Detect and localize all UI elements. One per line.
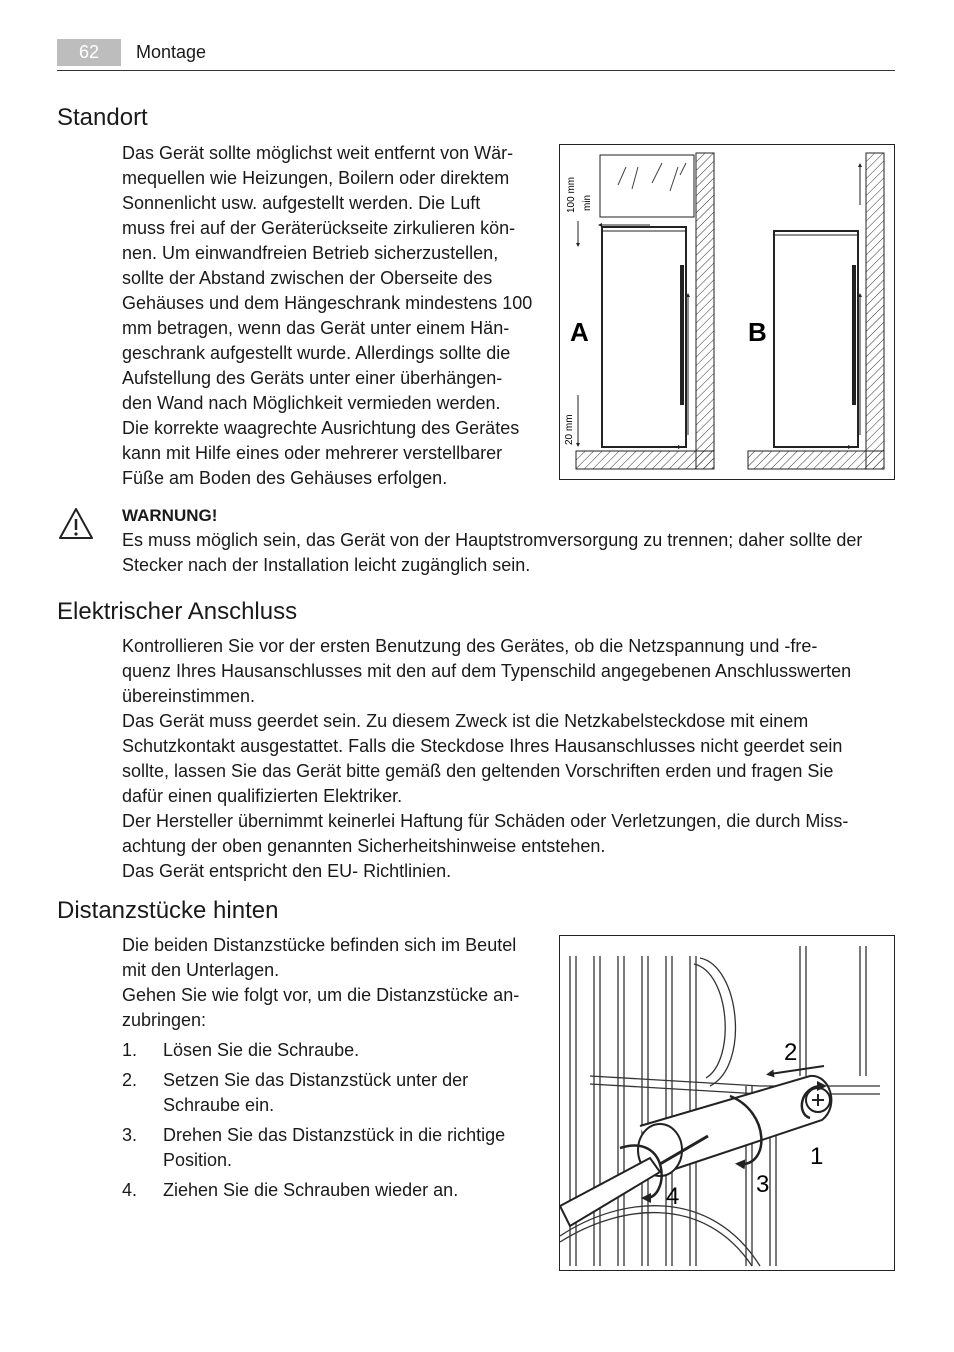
fridge xyxy=(774,231,858,447)
floor xyxy=(748,451,884,469)
step-number: 1. xyxy=(122,1040,138,1060)
step-number: 4. xyxy=(122,1180,138,1200)
text-line: Gehäuses und dem Hängeschrank mindestens 100 xyxy=(122,293,533,313)
callout-2: 2 xyxy=(784,1039,798,1066)
step-text: Ziehen Sie die Schrauben wieder an. xyxy=(163,1180,459,1200)
text-line: zubringen: xyxy=(122,1010,207,1030)
heading-standort: Standort xyxy=(57,104,148,131)
panel-b xyxy=(748,153,884,469)
callout-1: 1 xyxy=(810,1143,824,1170)
text-line: dafür einen qualifizierten Elektriker. xyxy=(122,786,403,806)
callout-3: 3 xyxy=(756,1171,770,1198)
floor xyxy=(576,451,714,469)
text-line: Die korrekte waagrechte Ausrichtung des Gerätes xyxy=(122,418,520,438)
text-line: sollte, lassen Sie das Gerät bitte gemäß den geltenden Vorschriften erden und fragen Sie xyxy=(122,761,834,781)
distanzstuecke-intro xyxy=(122,933,552,1033)
steps-list xyxy=(122,1038,552,1208)
step-text: Drehen Sie das Distanzstück in die richtige xyxy=(163,1125,506,1145)
text-line: Stecker nach der Installation leicht zugänglich sein. xyxy=(122,555,531,575)
section-title: Montage xyxy=(136,42,207,62)
arrow-2 xyxy=(770,1066,824,1074)
dim-bottom-label: 20 mm xyxy=(564,414,575,445)
list-item xyxy=(122,1038,552,1063)
standort-text xyxy=(122,141,552,491)
text-line: Das Gerät muss geerdet sein. Zu diesem Zweck ist die Netzkabelsteckdose mit einem xyxy=(122,711,809,731)
callout-4: 4 xyxy=(666,1183,680,1210)
header-divider xyxy=(57,70,895,71)
text-line: kann mit Hilfe eines oder mehrerer verstellbarer xyxy=(122,443,503,463)
panel-a xyxy=(576,153,714,469)
text-line: Es muss möglich sein, das Gerät von der Hauptstromversorgung zu trennen; daher sollte der xyxy=(122,530,863,550)
text-line: den Wand nach Möglichkeit vermieden werden. xyxy=(122,393,501,413)
warning-heading: WARNUNG! xyxy=(122,506,218,525)
wall-cabinet xyxy=(600,155,694,217)
text-line: Schutzkontakt ausgestattet. Falls die Steckdose Ihres Hausanschlusses nicht geerdet sein xyxy=(122,736,843,756)
text-line: geschrank aufgestellt wurde. Allerdings sollte die xyxy=(122,343,511,363)
text-line: Das Gerät entspricht den EU- Richtlinien. xyxy=(122,861,452,881)
installation-diagram xyxy=(560,145,894,479)
list-item xyxy=(122,1068,552,1118)
text-line: Die beiden Distanzstücke befinden sich im Beutel xyxy=(122,935,517,955)
label-b: B xyxy=(748,317,767,347)
text-line: Das Gerät sollte möglichst weit entfernt von Wär- xyxy=(122,143,514,163)
text-line: Der Hersteller übernimmt keinerlei Haftung für Schäden oder Verletzungen, die durch Miss- xyxy=(122,811,849,831)
text-line: mequellen wie Heizungen, Boilern oder direktem xyxy=(122,168,510,188)
wall xyxy=(866,153,884,469)
list-item xyxy=(122,1123,552,1173)
step-text: Schraube ein. xyxy=(163,1095,275,1115)
text-line: mm betragen, wenn das Gerät unter einem Hän- xyxy=(122,318,510,338)
step-text: Setzen Sie das Distanzstück unter der xyxy=(163,1070,469,1090)
text-line: sollte der Abstand zwischen der Oberseite des xyxy=(122,268,493,288)
elektrischer-anschluss-text xyxy=(122,634,902,884)
warning-icon xyxy=(57,506,95,542)
installation-figure xyxy=(559,144,895,480)
fridge xyxy=(602,227,686,447)
text-line: Kontrollieren Sie vor der ersten Benutzung des Gerätes, ob die Netzspannung und -fre- xyxy=(122,636,818,656)
spacer-figure xyxy=(559,935,895,1271)
text-line: Gehen Sie wie folgt vor, um die Distanzstücke an- xyxy=(122,985,520,1005)
warning-block xyxy=(122,503,902,578)
text-line: Sonnenlicht usw. aufgestellt werden. Die Luft xyxy=(122,193,481,213)
text-line: mit den Unterlagen. xyxy=(122,960,280,980)
label-a: A xyxy=(570,317,589,347)
text-line: Aufstellung des Geräts unter einer überhängen- xyxy=(122,368,503,388)
text-line: muss frei auf der Geräterückseite zirkulieren kön- xyxy=(122,218,516,238)
dim-top-label: 100 mm xyxy=(566,176,577,213)
screwdriver xyxy=(560,1136,708,1226)
heading-elektrischer-anschluss: Elektrischer Anschluss xyxy=(57,598,298,625)
dim-top-suffix: min xyxy=(582,194,593,211)
page-number: 62 xyxy=(57,39,121,66)
spacer-diagram xyxy=(560,936,894,1270)
text-line: quenz Ihres Hausanschlusses mit den auf dem Typenschild angegebenen Anschlusswerten xyxy=(122,661,852,681)
wall xyxy=(696,153,714,469)
text-line: nen. Um einwandfreien Betrieb sicherzustellen, xyxy=(122,243,499,263)
list-item xyxy=(122,1178,552,1203)
text-line: Füße am Boden des Gehäuses erfolgen. xyxy=(122,468,448,488)
text-line: achtung der oben genannten Sicherheitshinweise entstehen. xyxy=(122,836,606,856)
step-number: 3. xyxy=(122,1125,138,1145)
step-number: 2. xyxy=(122,1070,138,1090)
step-text: Position. xyxy=(163,1150,233,1170)
text-line: übereinstimmen. xyxy=(122,686,256,706)
heading-distanzstuecke: Distanzstücke hinten xyxy=(57,897,279,924)
step-text: Lösen Sie die Schraube. xyxy=(163,1040,360,1060)
